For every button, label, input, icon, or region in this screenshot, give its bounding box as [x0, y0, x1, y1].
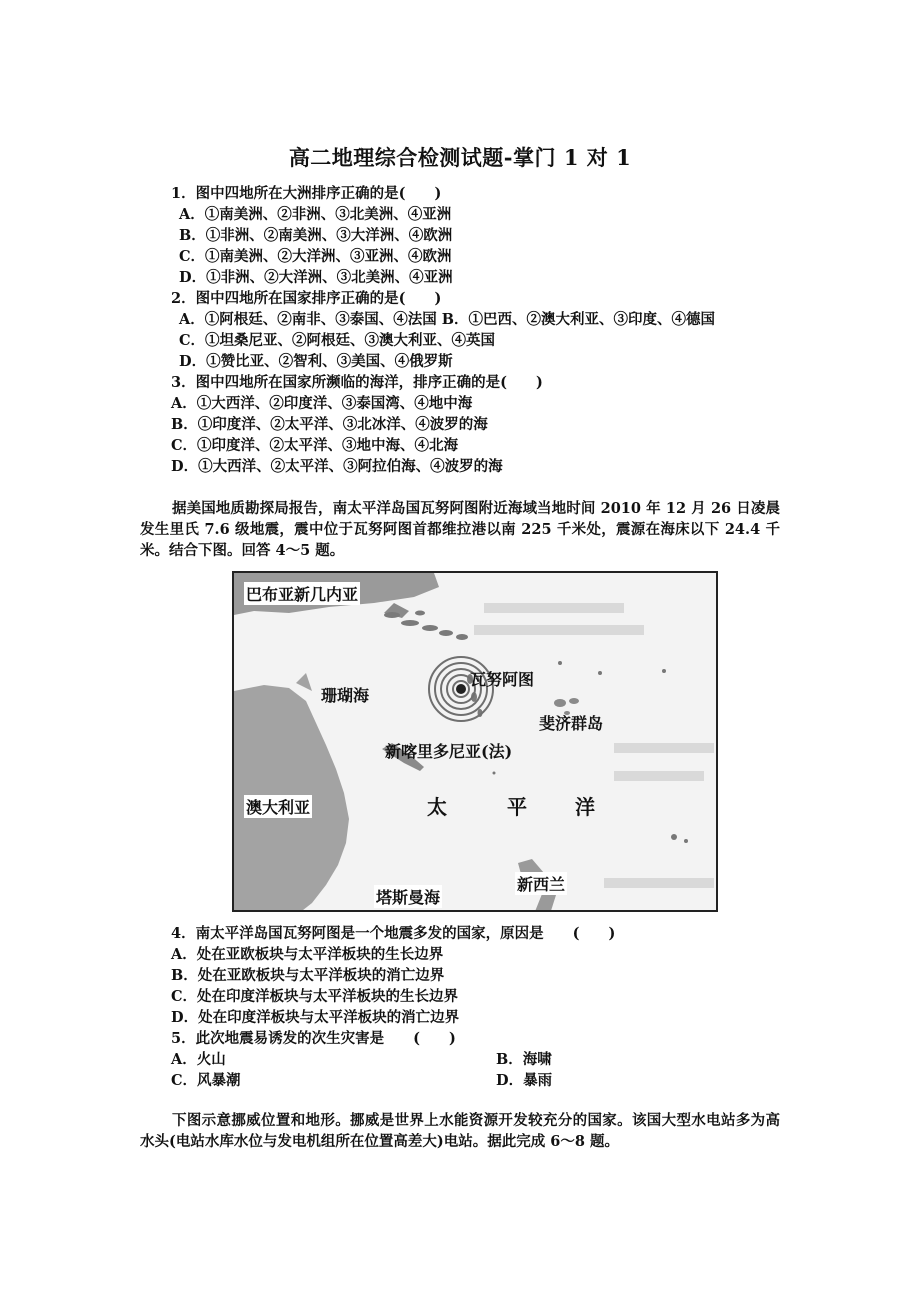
- q4-option-a: A．处在亚欧板块与太平洋板块的生长边界: [171, 946, 444, 963]
- q4-stem: 4．南太平洋岛国瓦努阿图是一个地震多发的国家，原因是 ( ): [171, 925, 616, 942]
- map-label-australia: 澳大利亚: [244, 795, 312, 818]
- q4-option-c: C．处在印度洋板块与太平洋板块的生长边界: [171, 988, 459, 1005]
- q3-option-b: B．①印度洋、②太平洋、③北冰洋、④波罗的海: [171, 416, 488, 433]
- map-label-tasman-sea: 塔斯曼海: [374, 885, 442, 908]
- q3-option-c: C．①印度洋、②太平洋、③地中海、④北海: [171, 437, 459, 454]
- map-label-pacific-2: 平: [507, 795, 527, 819]
- passage-norway: 下图示意挪威位置和地形。挪威是世界上水能资源开发较充分的国家。该国大型水电站多为高水头(电站水库水位与发电机组所在位置高差大)电站。据此完成 6～8 题。: [140, 1112, 780, 1150]
- q1-option-a: A．①南美洲、②非洲、③北美洲、④亚洲: [179, 206, 452, 223]
- map-label-png: 巴布亚新几内亚: [244, 582, 360, 605]
- map-south-pacific: [232, 571, 718, 912]
- q3-option-d: D．①大西洋、②太平洋、③阿拉伯海、④波罗的海: [171, 458, 503, 475]
- map-label-new-caledonia: 新喀里多尼亚(法): [385, 742, 513, 761]
- map-label-vanuatu: 瓦努阿图: [470, 670, 535, 689]
- map-label-pacific-3: 洋: [575, 795, 595, 819]
- q5-option-b: B．海啸: [496, 1051, 552, 1068]
- map-label-fiji: 斐济群岛: [539, 714, 604, 733]
- q4-option-d: D．处在印度洋板块与太平洋板块的消亡边界: [171, 1009, 460, 1026]
- q4-option-b: B．处在亚欧板块与太平洋板块的消亡边界: [171, 967, 445, 984]
- q5-stem: 5．此次地震易诱发的次生灾害是 ( ): [171, 1030, 456, 1047]
- passage-earthquake: 据美国地质勘探局报告，南太平洋岛国瓦努阿图附近海域当地时间 2010 年 12 月 26 日凌晨发生里氏 7.6 级地震，震中位于瓦努阿图首都维拉港以南 225 千米处，震源在海床以下 24.4 千米。结合下图。回答 4～5 题。: [140, 500, 780, 559]
- map-label-pacific-1: 太: [427, 795, 447, 819]
- q2-stem: 2．图中四地所在国家排序正确的是( ): [171, 290, 442, 307]
- q5-option-d: D．暴雨: [496, 1072, 553, 1089]
- q3-option-a: A．①大西洋、②印度洋、③泰国湾、④地中海: [171, 395, 473, 412]
- q5-option-a: A．火山: [171, 1051, 226, 1068]
- q1-option-d: D．①非洲、②大洋洲、③北美洲、④亚洲: [179, 269, 453, 286]
- map-label-new-zealand: 新西兰: [515, 872, 567, 895]
- q1-option-c: C．①南美洲、②大洋洲、③亚洲、④欧洲: [179, 248, 452, 265]
- q5-option-c: C．风暴潮: [171, 1072, 241, 1089]
- q1-stem: 1．图中四地所在大洲排序正确的是( ): [171, 185, 442, 202]
- q3-stem: 3．图中四地所在国家所濒临的海洋，排序正确的是( ): [171, 374, 543, 391]
- page-title: 高二地理综合检测试题-掌门 1 对 1: [288, 145, 632, 170]
- q1-option-b: B．①非洲、②南美洲、③大洋洲、④欧洲: [179, 227, 453, 244]
- map-label-coral-sea: 珊瑚海: [321, 686, 370, 705]
- q2-option-ab: A．①阿根廷、②南非、③泰国、④法国 B．①巴西、②澳大利亚、③印度、④德国: [179, 311, 716, 328]
- q2-option-c: C．①坦桑尼亚、②阿根廷、③澳大利亚、④英国: [179, 332, 496, 349]
- q2-option-d: D．①赞比亚、②智利、③美国、④俄罗斯: [179, 353, 453, 370]
